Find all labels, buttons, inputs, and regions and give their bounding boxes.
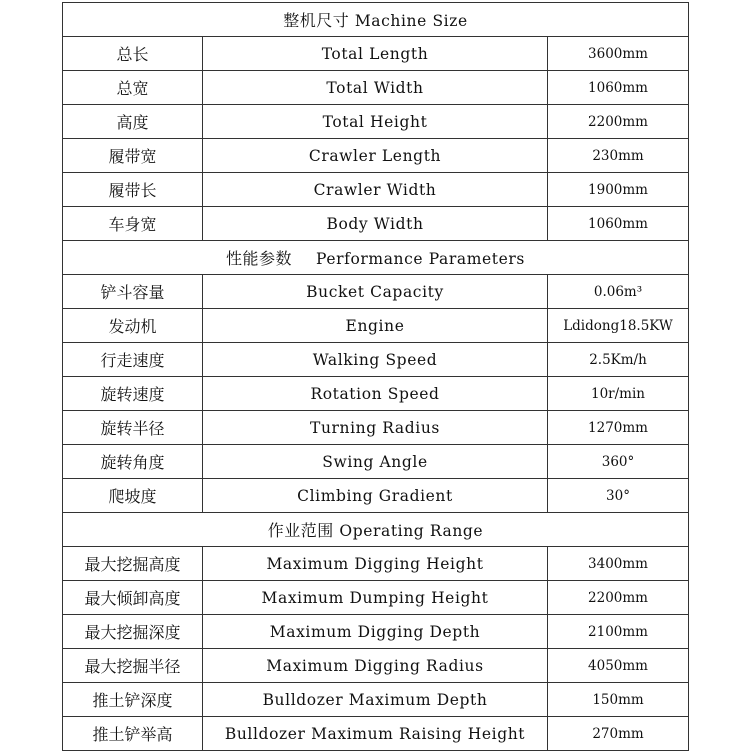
- spec-name-en: Total Length: [203, 37, 548, 71]
- spec-name-cn: 总宽: [63, 71, 203, 105]
- spec-name-cn: 履带长: [63, 173, 203, 207]
- spec-name-cn: 推土铲举高: [63, 717, 203, 751]
- table-row: [63, 275, 689, 309]
- table-row: [63, 717, 689, 751]
- spec-name-en: Bulldozer Maximum Raising Height: [203, 717, 548, 751]
- spec-value: 1060mm: [548, 71, 689, 105]
- spec-name-cn: 行走速度: [63, 343, 203, 377]
- spec-value: 1270mm: [548, 411, 689, 445]
- spec-value: 30°: [548, 479, 689, 513]
- spec-name-en: Total Width: [203, 71, 548, 105]
- spec-name-cn: 总长: [63, 37, 203, 71]
- section-header-row: [63, 3, 689, 37]
- spec-value: 230mm: [548, 139, 689, 173]
- table-row: [63, 343, 689, 377]
- spec-value: 3400mm: [548, 547, 689, 581]
- spec-name-cn: 最大倾卸高度: [63, 581, 203, 615]
- section-title-en: Performance Parameters: [316, 250, 525, 268]
- table-row: [63, 581, 689, 615]
- table-row: [63, 411, 689, 445]
- spec-value: 2100mm: [548, 615, 689, 649]
- spec-value: 2.5Km/h: [548, 343, 689, 377]
- section-header-row: [63, 513, 689, 547]
- spec-table-body: [63, 3, 689, 751]
- spec-name-en: Body Width: [203, 207, 548, 241]
- spec-name-cn: 发动机: [63, 309, 203, 343]
- section-header-machine-size: [63, 3, 689, 37]
- section-title-cn: 作业范围: [267, 521, 334, 540]
- spec-name-en: Walking Speed: [203, 343, 548, 377]
- spec-name-en: Bulldozer Maximum Depth: [203, 683, 548, 717]
- table-row: [63, 479, 689, 513]
- spec-name-en: Maximum Digging Radius: [203, 649, 548, 683]
- spec-value: 2200mm: [548, 581, 689, 615]
- spec-name-en: Total Height: [203, 105, 548, 139]
- spec-value: 1060mm: [548, 207, 689, 241]
- spec-name-cn: 高度: [63, 105, 203, 139]
- table-row: [63, 207, 689, 241]
- spec-name-en: Crawler Length: [203, 139, 548, 173]
- spec-name-cn: 旋转速度: [63, 377, 203, 411]
- section-title-en: Machine Size: [354, 12, 468, 30]
- spec-value: 150mm: [548, 683, 689, 717]
- table-row: [63, 139, 689, 173]
- spec-name-cn: 最大挖掘高度: [63, 547, 203, 581]
- spec-name-cn: 推土铲深度: [63, 683, 203, 717]
- table-row: [63, 71, 689, 105]
- spec-name-en: Rotation Speed: [203, 377, 548, 411]
- table-row: [63, 377, 689, 411]
- spec-value: Ldidong18.5KW: [548, 309, 689, 343]
- spec-name-cn: 旋转角度: [63, 445, 203, 479]
- spec-name-en: Bucket Capacity: [203, 275, 548, 309]
- spec-name-cn: 爬坡度: [63, 479, 203, 513]
- spec-name-cn: 履带宽: [63, 139, 203, 173]
- table-row: [63, 547, 689, 581]
- spec-name-cn: 车身宽: [63, 207, 203, 241]
- table-row: [63, 309, 689, 343]
- table-row: [63, 37, 689, 71]
- section-header-performance-parameters: [63, 241, 689, 275]
- table-row: [63, 649, 689, 683]
- spec-name-cn: 旋转半径: [63, 411, 203, 445]
- table-row: [63, 105, 689, 139]
- spec-name-en: Engine: [203, 309, 548, 343]
- spec-name-en: Climbing Gradient: [203, 479, 548, 513]
- section-title-cn: 性能参数: [226, 249, 293, 268]
- spec-value: 4050mm: [548, 649, 689, 683]
- table-row: [63, 683, 689, 717]
- section-header-row: [63, 241, 689, 275]
- spec-name-cn: 铲斗容量: [63, 275, 203, 309]
- spec-value: 3600mm: [548, 37, 689, 71]
- spec-value: 10r/min: [548, 377, 689, 411]
- spec-name-en: Crawler Width: [203, 173, 548, 207]
- table-row: [63, 615, 689, 649]
- spec-value: 2200mm: [548, 105, 689, 139]
- spec-name-cn: 最大挖掘深度: [63, 615, 203, 649]
- spec-name-en: Maximum Digging Depth: [203, 615, 548, 649]
- spec-value: 360°: [548, 445, 689, 479]
- spec-value: 270mm: [548, 717, 689, 751]
- section-title-cn: 整机尺寸: [283, 11, 350, 30]
- spec-name-en: Swing Angle: [203, 445, 548, 479]
- spec-value: 0.06m³: [548, 275, 689, 309]
- spec-name-en: Maximum Digging Height: [203, 547, 548, 581]
- spec-value: 1900mm: [548, 173, 689, 207]
- spec-table: [62, 2, 689, 751]
- section-header-operating-range: [63, 513, 689, 547]
- table-row: [63, 445, 689, 479]
- spec-name-cn: 最大挖掘半径: [63, 649, 203, 683]
- spec-name-en: Turning Radius: [203, 411, 548, 445]
- table-row: [63, 173, 689, 207]
- spec-name-en: Maximum Dumping Height: [203, 581, 548, 615]
- section-title-en: Operating Range: [339, 522, 484, 540]
